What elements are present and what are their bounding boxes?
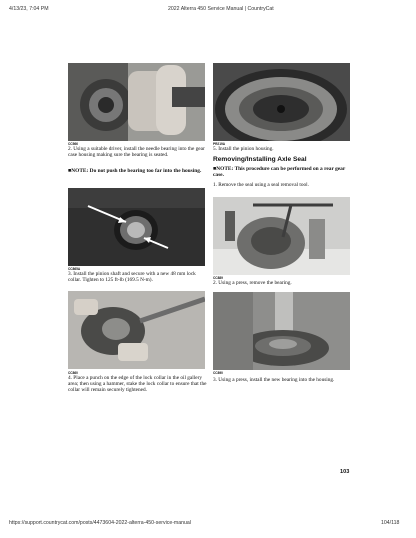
- print-page-title: 2022 Alterra 450 Service Manual | CountryCat: [168, 6, 274, 12]
- figure-code: CC890: [213, 371, 223, 375]
- figure-code: CC889: [213, 276, 223, 280]
- pinion-housing-photo: [213, 63, 350, 141]
- lock-collar-stake-photo: [68, 291, 205, 369]
- step-2-text: 2. Using a suitable driver, install the needle bearing into the gear case housing making sure the bearing is seated.: [68, 146, 205, 159]
- note-text: ■NOTE: This procedure can be performed on a rear gear case.: [213, 166, 346, 179]
- print-datetime: 4/13/23, 7:04 PM: [9, 6, 49, 12]
- section-heading: Removing/Installing Axle Seal: [213, 156, 307, 163]
- figure-code: PR219A: [213, 142, 226, 146]
- figure-code: CC865A: [68, 267, 81, 271]
- step-5-text: 5. Install the pinion housing.: [213, 146, 274, 152]
- note-text: ■NOTE: Do not push the bearing too far into the housing.: [68, 168, 202, 174]
- seal-removal-photo: [213, 197, 350, 275]
- print-url: https://support.countrycat.com/posts/4473604-2022-alterra-450-service-manual: [9, 520, 191, 526]
- bearing-press-photo: [213, 292, 350, 370]
- figure-code: CC860: [68, 371, 78, 375]
- step-4-text: 4. Place a punch on the edge of the lock collar in the oil gallery area; then using a hammer, stake the lock collar to ensure that the collar will remain securely tightened.: [68, 375, 207, 394]
- figure-code: CC566: [68, 142, 78, 146]
- pinion-shaft-photo: [68, 188, 205, 266]
- step-1-text: 1. Remove the seal using a seal removal tool.: [213, 182, 309, 188]
- step-3-text: 3. Install the pinion shaft and secure with a new 48 mm lock collar. Tighten to 125 ft-lb (169.5 N-m).: [68, 271, 196, 284]
- print-page-count: 104/118: [381, 520, 400, 526]
- page-number: 103: [340, 469, 350, 475]
- step-3-text: 3. Using a press, install the new bearing into the housing.: [213, 377, 335, 383]
- bearing-install-photo: [68, 63, 205, 141]
- step-2-text: 2. Using a press, remove the bearing.: [213, 280, 292, 286]
